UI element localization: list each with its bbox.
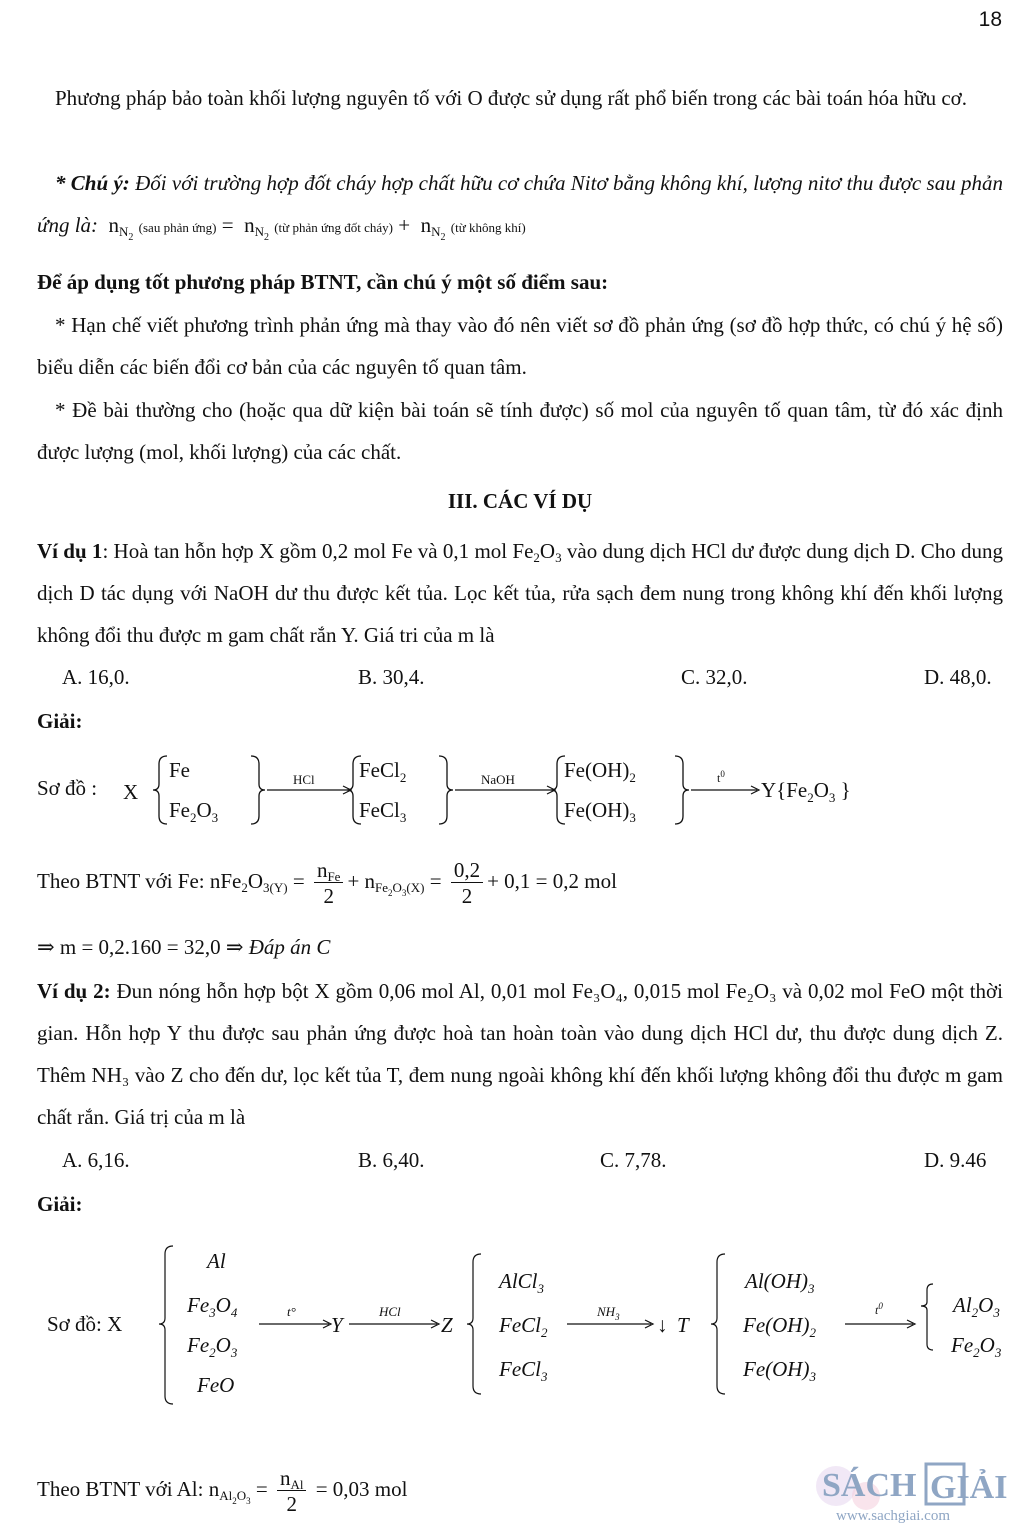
page-number: 18 bbox=[978, 8, 1002, 31]
tips-heading: Để áp dụng tốt phương pháp BTNT, cần chú ý một số điểm sau: bbox=[37, 270, 609, 294]
note-paragraph bbox=[37, 162, 1003, 249]
example-1-text: Ví dụ 1: Hoà tan hỗn hợp X gồm 0,2 mol Fe và 0,1 mol $Fe_2O_3$ vào dung dịch HCl dư được dung dịch D. Cho dung dịch D tác dụng với NaOH dư thu được kết tủa. Lọc kết tủa, rửa sạch đem nung trong không khí đến khối lượng không đổi thu được m gam chất rắn Y. Giá tri của m là bbox=[37, 539, 1004, 647]
option-b: B. 6,40. bbox=[358, 1148, 425, 1172]
example-2-label: Ví dụ 2: bbox=[37, 979, 111, 1003]
svg-text:Al2O3: $Al_2O_3$ bbox=[953, 1293, 1000, 1320]
svg-text:Y{Fe2O3 }: $Y\{Fe_2O_3$ } bbox=[761, 778, 851, 805]
svg-text:Al(OH)3: $Al(OH)_3$ bbox=[745, 1269, 815, 1296]
option-d: D. 9.46 bbox=[924, 1148, 987, 1172]
scheme-2-diagram bbox=[37, 1240, 1024, 1410]
example-1-calculation: Theo BTNT với Fe: $nFe_2O_{3(Y)}$ = $\frac{n_{Fe}}{2}$ + $n_{Fe_2O_3(X)}$ = $\frac{0,2}{2}$ + 0,1 = 0,2 mol bbox=[37, 857, 617, 908]
example-1-solution-label: Giải: bbox=[37, 709, 83, 733]
svg-text:GIẢI: GIẢI bbox=[930, 1469, 1008, 1506]
svg-text:Fe(OH)2: $Fe(OH)_2$ bbox=[564, 758, 636, 785]
svg-text:HCl: HCl bbox=[379, 1304, 401, 1319]
svg-text:www.sachgiai.com: www.sachgiai.com bbox=[836, 1508, 950, 1524]
watermark-logo bbox=[806, 1456, 1016, 1526]
example-2-scheme bbox=[37, 1240, 1024, 1410]
svg-text:FeCl3: FeCl$_3$ bbox=[359, 798, 407, 825]
option-a: A. 16,0. bbox=[62, 665, 130, 689]
svg-text:Y: Y bbox=[331, 1313, 343, 1337]
svg-text:Fe: Fe bbox=[169, 758, 190, 782]
svg-text:Fe(OH)2: $Fe(OH)_2$ bbox=[743, 1313, 816, 1340]
svg-text:Fe2O3: $Fe_2O_3$ bbox=[187, 1333, 238, 1360]
svg-text:FeCl2: FeCl$_2$ bbox=[499, 1313, 548, 1340]
intro-paragraph: Phương pháp bảo toàn khối lượng nguyên tố với O được sử dụng rất phổ biến trong các bài toán hóa hữu cơ. bbox=[55, 86, 968, 110]
section-heading: III. CÁC VÍ DỤ bbox=[447, 489, 593, 513]
note-text: Đối với trường hợp đốt cháy hợp chất hữu cơ chứa Nitơ bằng không khí, lượng nitơ thu được sau phản ứng là: bbox=[37, 171, 1004, 237]
option-d: D. 48,0. bbox=[924, 665, 992, 689]
svg-text:t°: t° bbox=[287, 1304, 296, 1319]
option-b: B. 30,4. bbox=[358, 665, 425, 689]
example-1-result: ⇒ m = 0,2.160 = 32,0 ⇒ Đáp án C bbox=[37, 935, 331, 959]
svg-text:↓: ↓ bbox=[657, 1313, 668, 1337]
svg-text:FeO: FeO bbox=[197, 1373, 235, 1397]
svg-text:AlCl3: AlCl$_3$ bbox=[499, 1269, 545, 1296]
svg-text:Z: Z bbox=[441, 1313, 453, 1337]
scheme-1-label: Sơ đồ : bbox=[37, 776, 98, 800]
svg-text:X: X bbox=[123, 780, 139, 804]
tip-2: * Đề bài thường cho (hoặc qua dữ kiện bài toán sẽ tính được) số mol của nguyên tố quan tâm, từ đó xác định được lượng (mol, khối lượng) của các chất. bbox=[37, 398, 1003, 464]
scheme-1-diagram bbox=[37, 750, 997, 830]
svg-text:Fe(OH)3: $Fe(OH)_3$ bbox=[743, 1357, 816, 1384]
sachgiai-watermark bbox=[806, 1456, 1016, 1531]
svg-text:FeCl3: FeCl$_3$ bbox=[499, 1357, 548, 1384]
svg-text:NaOH: NaOH bbox=[481, 772, 515, 787]
note-label: * Chú ý: bbox=[55, 171, 130, 195]
option-c: C. 7,78. bbox=[600, 1148, 667, 1172]
example-1-scheme bbox=[37, 750, 997, 830]
svg-text:HCl: HCl bbox=[293, 772, 315, 787]
tip-1: * Hạn chế viết phương trình phản ứng mà thay vào đó nên viết sơ đồ phản ứng (sơ đồ hợp thức, có chú ý hệ số) biểu diễn các biến đổi cơ bản của các nguyên tố quan tâm. bbox=[37, 313, 1003, 379]
example-2-calculation: Theo BTNT với Al: $n_{Al_2O_3}$ = $\frac{n_{Al}}{2}$ = 0,03 mol bbox=[37, 1465, 408, 1516]
example-2-text: Ví dụ 2: Đun nóng hỗn hợp bột X gồm 0,06 mol Al, 0,01 mol Fe₃O₄, 0,015 mol Fe₂O₃ và 0,02 mol FeO một thời gian. Hỗn hợp Y thu được sau phản ứng được hoà tan hoàn toàn vào dung dịch HCl dư, thu được dung dịch Z. Thêm NH₃ vào Z cho đến dư, lọc kết tủa T, đem nung ngoài không khí đến khối lượng không đổi thu được m gam chất rắn. Giá trị của m là bbox=[37, 979, 1003, 1129]
svg-text:FeCl2: FeCl$_2$ bbox=[359, 758, 407, 785]
svg-text:Fe2O3: $Fe_2O_3$ bbox=[169, 798, 219, 825]
option-c: C. 32,0. bbox=[681, 665, 748, 689]
svg-text:NH3: $NH_3$ bbox=[597, 1304, 620, 1322]
option-a: A. 6,16. bbox=[62, 1148, 130, 1172]
example-1-label: Ví dụ 1 bbox=[37, 539, 103, 563]
nitrogen-formula: $n_{N_2}$ (sau phản ứng) = $n_{N_2}$ (từ phản ứng đốt cháy) + $n_{N_2}$ (từ không khí) bbox=[108, 213, 526, 243]
example-2-solution-label: Giải: bbox=[37, 1192, 83, 1216]
svg-text:T: T bbox=[677, 1313, 689, 1337]
svg-text:Fe3O4: $Fe_3O_4$ bbox=[187, 1293, 238, 1320]
svg-text:Fe(OH)3: $Fe(OH)_3$ bbox=[564, 798, 636, 825]
scheme-2-label: Sơ đồ: X bbox=[47, 1312, 123, 1336]
svg-text:SÁCH: SÁCH bbox=[822, 1467, 917, 1504]
svg-text:Fe2O3: $Fe_2O_3$ bbox=[951, 1333, 1002, 1360]
svg-text:t0: $t^0$ bbox=[875, 1301, 883, 1317]
svg-text:t0: $t^0$ bbox=[717, 769, 725, 785]
svg-text:Al: Al bbox=[207, 1249, 226, 1273]
